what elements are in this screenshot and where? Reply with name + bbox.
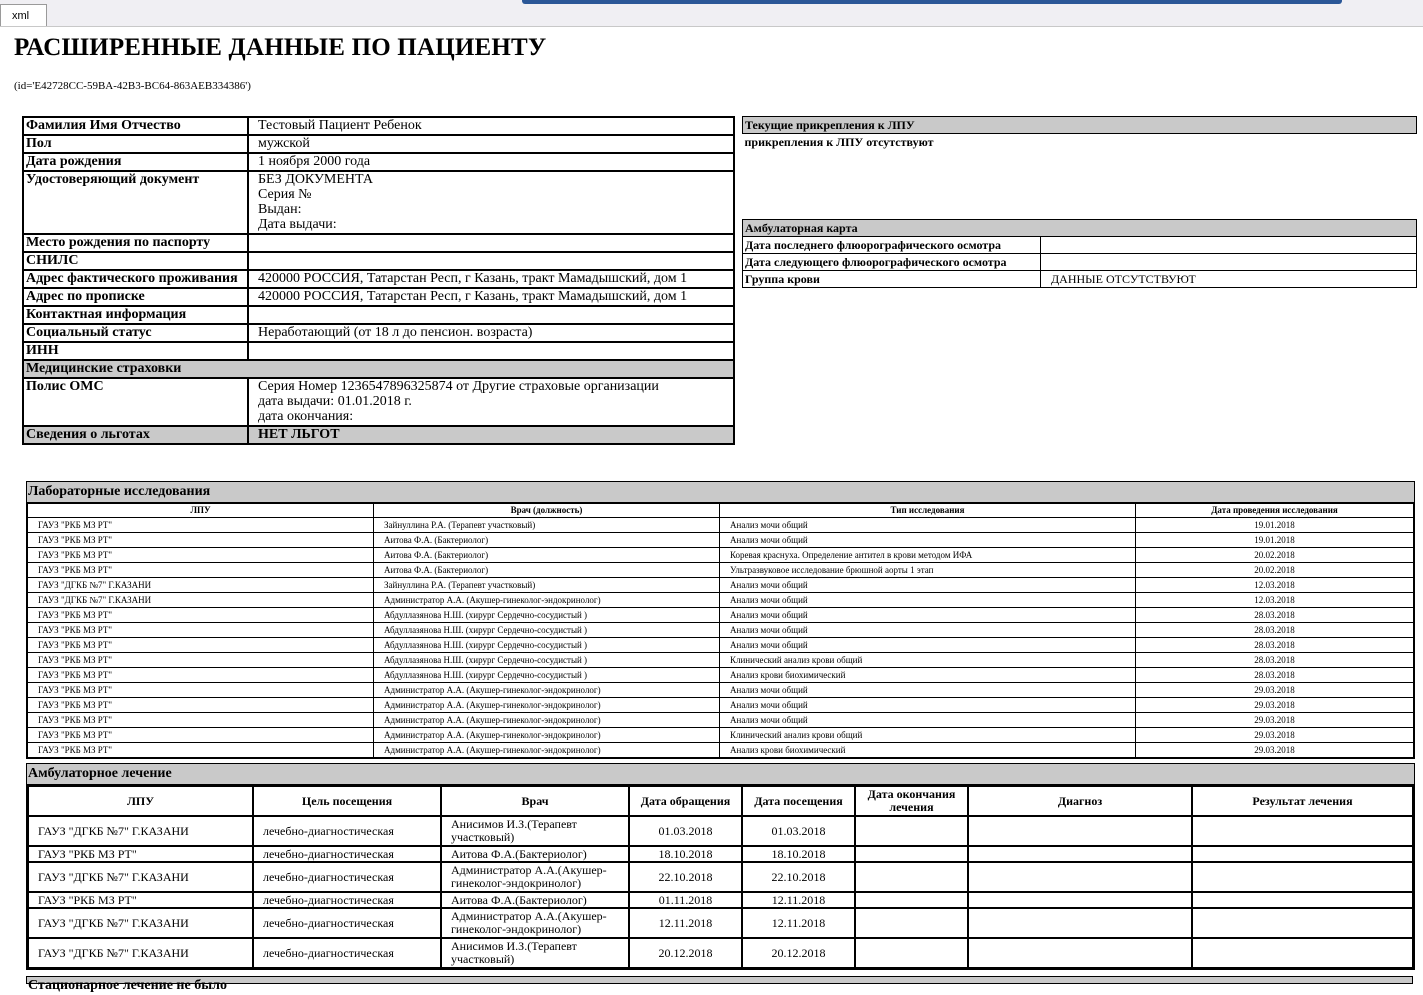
patient-field-label: Адрес по прописке bbox=[23, 288, 248, 306]
patient-row bbox=[23, 378, 734, 426]
lab-cell: Анализ крови биохимический bbox=[720, 668, 1136, 683]
ambulatory-cell: 18.10.2018 bbox=[742, 846, 855, 862]
patient-field-label: ИНН bbox=[23, 342, 248, 360]
patient-field-value: 1 ноября 2000 года bbox=[248, 153, 734, 171]
lab-column-header: Дата проведения исследования bbox=[1136, 504, 1414, 518]
ambulatory-table bbox=[27, 785, 1414, 969]
ambulatory-section bbox=[26, 763, 1415, 970]
outpatient-card-table bbox=[742, 219, 1417, 288]
lab-cell: ГАУЗ "РКБ МЗ РТ" bbox=[28, 728, 374, 743]
benefits-value: НЕТ ЛЬГОТ bbox=[248, 426, 734, 444]
lab-row bbox=[28, 638, 1414, 653]
card-field-label: Дата последнего флюорографического осмотра bbox=[743, 237, 1041, 254]
ambulatory-cell: Анисимов И.З.(Терапевт участковый) bbox=[441, 816, 629, 846]
lab-section-header: Лабораторные исследования bbox=[27, 482, 1414, 503]
insurance-header-row bbox=[23, 360, 734, 378]
card-field-value bbox=[1041, 254, 1417, 271]
patient-field-label: Место рождения по паспорту bbox=[23, 234, 248, 252]
lab-row bbox=[28, 713, 1414, 728]
oms-label: Полис ОМС bbox=[23, 378, 248, 426]
ambulatory-cell: лечебно-диагностическая bbox=[253, 908, 441, 938]
patient-field-label: СНИЛС bbox=[23, 252, 248, 270]
ambulatory-cell: ГАУЗ "ДГКБ №7" Г.КАЗАНИ bbox=[28, 938, 253, 968]
patient-field-value bbox=[248, 306, 734, 324]
lab-cell: ГАУЗ "РКБ МЗ РТ" bbox=[28, 653, 374, 668]
ambulatory-cell: 20.12.2018 bbox=[629, 938, 742, 968]
patient-field-label: Адрес фактического проживания bbox=[23, 270, 248, 288]
ambulatory-column-header: Результат лечения bbox=[1192, 786, 1413, 816]
lab-cell: Анализ мочи общий bbox=[720, 533, 1136, 548]
ambulatory-cell: лечебно-диагностическая bbox=[253, 846, 441, 862]
ambulatory-column-header: Дата обращения bbox=[629, 786, 742, 816]
lab-cell: Анализ мочи общий bbox=[720, 608, 1136, 623]
lab-cell: Абдуллазянова Н.Ш. (хирург Сердечно-сосудистый ) bbox=[374, 668, 720, 683]
ambulatory-column-header: Врач bbox=[441, 786, 629, 816]
patient-field-label: Удостоверяющий документ bbox=[23, 171, 248, 234]
ambulatory-row bbox=[28, 892, 1413, 908]
lab-cell: Абдуллазянова Н.Ш. (хирург Сердечно-сосудистый ) bbox=[374, 623, 720, 638]
lab-cell: 20.02.2018 bbox=[1136, 563, 1414, 578]
ambulatory-column-header: Дата окончания лечения bbox=[855, 786, 968, 816]
ambulatory-cell bbox=[968, 816, 1192, 846]
ambulatory-cell: 22.10.2018 bbox=[742, 862, 855, 892]
lab-cell: 20.02.2018 bbox=[1136, 548, 1414, 563]
ambulatory-cell bbox=[1192, 908, 1413, 938]
lab-cell: Анализ мочи общий bbox=[720, 638, 1136, 653]
ambulatory-cell: Анисимов И.З.(Терапевт участковый) bbox=[441, 938, 629, 968]
lab-row bbox=[28, 548, 1414, 563]
lab-cell: 29.03.2018 bbox=[1136, 713, 1414, 728]
lab-cell: ГАУЗ "РКБ МЗ РТ" bbox=[28, 743, 374, 758]
patient-row bbox=[23, 342, 734, 360]
ambulatory-cell: 12.11.2018 bbox=[629, 908, 742, 938]
lab-row bbox=[28, 728, 1414, 743]
lab-row bbox=[28, 518, 1414, 533]
ambulatory-cell: 12.11.2018 bbox=[742, 908, 855, 938]
lab-cell: Администратор А.А. (Акушер-гинеколог-эндокринолог) bbox=[374, 713, 720, 728]
lab-cell: ГАУЗ "ДГКБ №7" Г.КАЗАНИ bbox=[28, 578, 374, 593]
lab-cell: ГАУЗ "РКБ МЗ РТ" bbox=[28, 563, 374, 578]
lab-row bbox=[28, 743, 1414, 758]
ambulatory-cell bbox=[855, 846, 968, 862]
card-field-value: ДАННЫЕ ОТСУТСТВУЮТ bbox=[1041, 271, 1417, 288]
patient-field-value: 420000 РОССИЯ, Татарстан Респ, г Казань, тракт Мамадышский, дом 1 bbox=[248, 288, 734, 306]
patient-field-value: 420000 РОССИЯ, Татарстан Респ, г Казань, тракт Мамадышский, дом 1 bbox=[248, 270, 734, 288]
ambulatory-row bbox=[28, 908, 1413, 938]
lab-cell: Клинический анализ крови общий bbox=[720, 728, 1136, 743]
ambulatory-cell: 22.10.2018 bbox=[629, 862, 742, 892]
lab-cell: Абдуллазянова Н.Ш. (хирург Сердечно-сосудистый ) bbox=[374, 653, 720, 668]
lab-cell: Аитова Ф.А. (Бактериолог) bbox=[374, 533, 720, 548]
ambulatory-row bbox=[28, 846, 1413, 862]
lab-cell: 29.03.2018 bbox=[1136, 698, 1414, 713]
lab-cell: ГАУЗ "РКБ МЗ РТ" bbox=[28, 548, 374, 563]
lab-cell: 19.01.2018 bbox=[1136, 518, 1414, 533]
attachments-text: прикрепления к ЛПУ отсутствуют bbox=[743, 134, 1417, 151]
patient-row bbox=[23, 135, 734, 153]
patient-row bbox=[23, 234, 734, 252]
lab-cell: Аитова Ф.А. (Бактериолог) bbox=[374, 548, 720, 563]
lab-column-header: Врач (должность) bbox=[374, 504, 720, 518]
ambulatory-column-header: ЛПУ bbox=[28, 786, 253, 816]
ambulatory-cell bbox=[855, 816, 968, 846]
patient-field-label: Дата рождения bbox=[23, 153, 248, 171]
lab-cell: 28.03.2018 bbox=[1136, 623, 1414, 638]
lab-row bbox=[28, 563, 1414, 578]
ambulatory-cell: 01.03.2018 bbox=[629, 816, 742, 846]
patient-field-value: мужской bbox=[248, 135, 734, 153]
ambulatory-cell: ГАУЗ "РКБ МЗ РТ" bbox=[28, 892, 253, 908]
ambulatory-cell: ГАУЗ "ДГКБ №7" Г.КАЗАНИ bbox=[28, 816, 253, 846]
lab-cell: Анализ мочи общий bbox=[720, 593, 1136, 608]
lab-cell: 29.03.2018 bbox=[1136, 683, 1414, 698]
lab-column-header: ЛПУ bbox=[28, 504, 374, 518]
benefits-row bbox=[23, 426, 734, 444]
card-row bbox=[743, 237, 1417, 254]
patient-info-table bbox=[22, 116, 735, 445]
lab-cell: Клинический анализ крови общий bbox=[720, 653, 1136, 668]
lab-cell: Анализ мочи общий bbox=[720, 698, 1136, 713]
lab-row bbox=[28, 668, 1414, 683]
attachments-table bbox=[742, 116, 1417, 150]
lab-cell: ГАУЗ "РКБ МЗ РТ" bbox=[28, 623, 374, 638]
lab-cell: 28.03.2018 bbox=[1136, 668, 1414, 683]
ambulatory-cell bbox=[855, 938, 968, 968]
card-field-label: Дата следующего флюорографического осмотра bbox=[743, 254, 1041, 271]
benefits-label: Сведения о льготах bbox=[23, 426, 248, 444]
lab-cell: ГАУЗ "РКБ МЗ РТ" bbox=[28, 698, 374, 713]
ambulatory-cell: лечебно-диагностическая bbox=[253, 892, 441, 908]
lab-cell: 29.03.2018 bbox=[1136, 743, 1414, 758]
lab-cell: Аитова Ф.А. (Бактериолог) bbox=[374, 563, 720, 578]
ambulatory-cell bbox=[855, 862, 968, 892]
card-field-value bbox=[1041, 237, 1417, 254]
lab-cell: Администратор А.А. (Акушер-гинеколог-эндокринолог) bbox=[374, 593, 720, 608]
patient-row bbox=[23, 306, 734, 324]
ambulatory-cell bbox=[968, 908, 1192, 938]
attachments-header: Текущие прикрепления к ЛПУ bbox=[743, 117, 1417, 134]
ambulatory-cell: 01.11.2018 bbox=[629, 892, 742, 908]
ambulatory-cell bbox=[855, 892, 968, 908]
lab-row bbox=[28, 683, 1414, 698]
inpatient-section-header: Стационарное лечение не было bbox=[26, 976, 1413, 984]
patient-field-value bbox=[248, 342, 734, 360]
lab-row bbox=[28, 698, 1414, 713]
lab-table bbox=[27, 503, 1414, 758]
lab-cell: Абдуллазянова Н.Ш. (хирург Сердечно-сосудистый ) bbox=[374, 608, 720, 623]
ambulatory-cell bbox=[1192, 862, 1413, 892]
ambulatory-cell bbox=[1192, 938, 1413, 968]
ambulatory-cell: ГАУЗ "ДГКБ №7" Г.КАЗАНИ bbox=[28, 908, 253, 938]
card-field-label: Группа крови bbox=[743, 271, 1041, 288]
lab-cell: Ультразвуковое исследование брюшной аорты 1 этап bbox=[720, 563, 1136, 578]
patient-field-value bbox=[248, 234, 734, 252]
ambulatory-row bbox=[28, 862, 1413, 892]
ambulatory-cell: 20.12.2018 bbox=[742, 938, 855, 968]
patient-id: (id='E42728CC-59BA-42B3-BC64-863AEB334386') bbox=[14, 80, 251, 92]
lab-cell: ГАУЗ "РКБ МЗ РТ" bbox=[28, 713, 374, 728]
ambulatory-column-header: Дата посещения bbox=[742, 786, 855, 816]
lab-row bbox=[28, 533, 1414, 548]
ambulatory-cell: Администратор А.А.(Акушер-гинеколог-эндокринолог) bbox=[441, 908, 629, 938]
lab-row bbox=[28, 578, 1414, 593]
lab-row bbox=[28, 623, 1414, 638]
ambulatory-cell: 18.10.2018 bbox=[629, 846, 742, 862]
lab-cell: Анализ мочи общий bbox=[720, 578, 1136, 593]
lab-cell: Зайнуллина Р.А. (Терапевт участковый) bbox=[374, 518, 720, 533]
lab-section bbox=[26, 481, 1415, 759]
ambulatory-cell bbox=[968, 862, 1192, 892]
lab-cell: ГАУЗ "ДГКБ №7" Г.КАЗАНИ bbox=[28, 593, 374, 608]
lab-cell: Администратор А.А. (Акушер-гинеколог-эндокринолог) bbox=[374, 743, 720, 758]
ambulatory-cell: лечебно-диагностическая bbox=[253, 938, 441, 968]
lab-cell: ГАУЗ "РКБ МЗ РТ" bbox=[28, 683, 374, 698]
patient-field-label: Социальный статус bbox=[23, 324, 248, 342]
patient-field-value: Неработающий (от 18 л до пенсион. возраста) bbox=[248, 324, 734, 342]
lab-cell: Администратор А.А. (Акушер-гинеколог-эндокринолог) bbox=[374, 698, 720, 713]
lab-cell: Анализ мочи общий bbox=[720, 518, 1136, 533]
lab-cell: Администратор А.А. (Акушер-гинеколог-эндокринолог) bbox=[374, 683, 720, 698]
ambulatory-cell bbox=[968, 938, 1192, 968]
oms-value: Серия Номер 1236547896325874 от Другие страховые организации дата выдачи: 01.01.2018 г. дата окончания: bbox=[248, 378, 734, 426]
lab-cell: Зайнуллина Р.А. (Терапевт участковый) bbox=[374, 578, 720, 593]
patient-field-value bbox=[248, 252, 734, 270]
ambulatory-cell: 01.03.2018 bbox=[742, 816, 855, 846]
ambulatory-cell: 12.11.2018 bbox=[742, 892, 855, 908]
patient-row bbox=[23, 171, 734, 234]
patient-row bbox=[23, 324, 734, 342]
ambulatory-row bbox=[28, 816, 1413, 846]
outpatient-card-header: Амбулаторная карта bbox=[743, 220, 1417, 237]
ambulatory-column-header: Диагноз bbox=[968, 786, 1192, 816]
lab-cell: 28.03.2018 bbox=[1136, 638, 1414, 653]
ambulatory-section-header: Амбулаторное лечение bbox=[27, 764, 1414, 785]
tab-bar bbox=[0, 0, 1423, 27]
lab-cell: Анализ мочи общий bbox=[720, 713, 1136, 728]
lab-cell: 28.03.2018 bbox=[1136, 653, 1414, 668]
ambulatory-cell: Администратор А.А.(Акушер-гинеколог-эндокринолог) bbox=[441, 862, 629, 892]
ambulatory-cell: Аитова Ф.А.(Бактериолог) bbox=[441, 892, 629, 908]
lab-cell: Анализ крови биохимический bbox=[720, 743, 1136, 758]
tab-xml[interactable]: xml bbox=[0, 4, 47, 26]
lab-cell: ГАУЗ "РКБ МЗ РТ" bbox=[28, 518, 374, 533]
ambulatory-cell bbox=[1192, 816, 1413, 846]
lab-row bbox=[28, 593, 1414, 608]
lab-cell: Коревая краснуха. Определение антител в крови методом ИФА bbox=[720, 548, 1136, 563]
ambulatory-cell bbox=[1192, 892, 1413, 908]
patient-field-value: БЕЗ ДОКУМЕНТА Серия № Выдан: Дата выдачи: bbox=[248, 171, 734, 234]
lab-row bbox=[28, 608, 1414, 623]
lab-cell: Абдуллазянова Н.Ш. (хирург Сердечно-сосудистый ) bbox=[374, 638, 720, 653]
lab-cell: 28.03.2018 bbox=[1136, 608, 1414, 623]
lab-column-header: Тип исследования bbox=[720, 504, 1136, 518]
lab-cell: ГАУЗ "РКБ МЗ РТ" bbox=[28, 668, 374, 683]
patient-field-label: Пол bbox=[23, 135, 248, 153]
ambulatory-cell: лечебно-диагностическая bbox=[253, 816, 441, 846]
lab-cell: ГАУЗ "РКБ МЗ РТ" bbox=[28, 638, 374, 653]
lab-cell: ГАУЗ "РКБ МЗ РТ" bbox=[28, 608, 374, 623]
window-accent-bar bbox=[522, 0, 1342, 4]
lab-cell: Анализ мочи общий bbox=[720, 623, 1136, 638]
card-row bbox=[743, 254, 1417, 271]
lab-cell: 12.03.2018 bbox=[1136, 593, 1414, 608]
ambulatory-cell: лечебно-диагностическая bbox=[253, 862, 441, 892]
ambulatory-cell bbox=[1192, 846, 1413, 862]
lab-cell: 19.01.2018 bbox=[1136, 533, 1414, 548]
lab-cell: ГАУЗ "РКБ МЗ РТ" bbox=[28, 533, 374, 548]
patient-field-label: Контактная информация bbox=[23, 306, 248, 324]
ambulatory-cell bbox=[968, 846, 1192, 862]
lab-row bbox=[28, 653, 1414, 668]
lab-cell: Анализ мочи общий bbox=[720, 683, 1136, 698]
ambulatory-cell: ГАУЗ "ДГКБ №7" Г.КАЗАНИ bbox=[28, 862, 253, 892]
ambulatory-cell: Аитова Ф.А.(Бактериолог) bbox=[441, 846, 629, 862]
ambulatory-cell bbox=[968, 892, 1192, 908]
card-row bbox=[743, 271, 1417, 288]
ambulatory-column-header: Цель посещения bbox=[253, 786, 441, 816]
patient-field-label: Фамилия Имя Отчество bbox=[23, 117, 248, 135]
patient-row bbox=[23, 252, 734, 270]
lab-cell: 29.03.2018 bbox=[1136, 728, 1414, 743]
patient-row bbox=[23, 288, 734, 306]
patient-row bbox=[23, 117, 734, 135]
patient-row bbox=[23, 270, 734, 288]
patient-field-value: Тестовый Пациент Ребенок bbox=[248, 117, 734, 135]
insurance-header: Медицинские страховки bbox=[23, 360, 734, 378]
lab-cell: 12.03.2018 bbox=[1136, 578, 1414, 593]
ambulatory-cell: ГАУЗ "РКБ МЗ РТ" bbox=[28, 846, 253, 862]
ambulatory-row bbox=[28, 938, 1413, 968]
ambulatory-cell bbox=[855, 908, 968, 938]
page-title: РАСШИРЕННЫЕ ДАННЫЕ ПО ПАЦИЕНТУ bbox=[14, 34, 547, 61]
patient-row bbox=[23, 153, 734, 171]
lab-cell: Администратор А.А. (Акушер-гинеколог-эндокринолог) bbox=[374, 728, 720, 743]
